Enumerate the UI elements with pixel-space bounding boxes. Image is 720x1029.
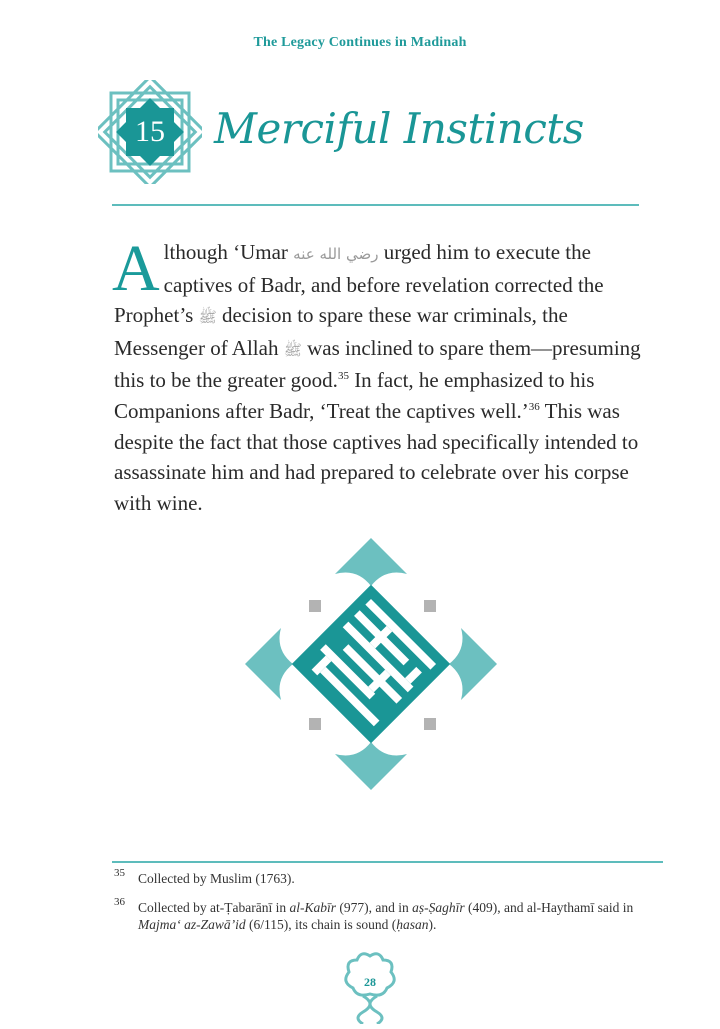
drop-cap: A	[112, 232, 160, 305]
chapter-badge	[98, 80, 202, 184]
kufic-ornament	[245, 538, 497, 790]
footnote-ref[interactable]: 36	[528, 400, 540, 413]
chapter-number: 15	[135, 115, 165, 148]
square-kufic-calligraphy-icon	[245, 538, 497, 790]
footnote-divider	[112, 861, 663, 863]
footnote-35	[114, 867, 644, 887]
honorific-salawat-icon: ﷺ	[283, 340, 302, 359]
footnotes	[114, 867, 644, 945]
body-paragraph: A lthough ‘Umar رضي الله عنه urged him to execute the captives of Badr, and before revelation corrected the Prophet’s ﷺ decision to spare these war criminals, the Messenger of Allah ﷺ was inclined to spare them—presuming this to be the greater good.$^{35}$ In fact, he emphasized to his Companions after Badr, ‘Treat the captives well.’$^{36}$ This was despite the fact that those captives had specifically intended to assassinate him and had prepared to celebrate over his corpse with wine.	[112, 232, 641, 515]
honorific-salawat-icon: ﷺ	[198, 308, 217, 327]
footnote-text: Collected by Muslim (1763).	[138, 871, 295, 886]
chapter-title: Merciful Instincts	[214, 104, 584, 153]
page-number: 28	[364, 975, 376, 989]
running-head: The Legacy Continues in Madinah	[253, 35, 467, 50]
footnote-ref[interactable]: 35	[337, 370, 349, 383]
page-number-ornament	[339, 948, 401, 1024]
footnote-number: 36	[114, 896, 125, 908]
footnote-number: 35	[114, 867, 125, 879]
honorific-radiallahu-icon: رضي الله عنه	[293, 245, 379, 263]
footnote-36: 36 Collected by at-Ṭabarānī in al-Kabīr (977), and in aṣ-Ṣaghīr (409), and al-Haythamī said in Majma‘ az-Zawā’id (6/115), its chain is sound (ḥasan).	[114, 896, 634, 932]
title-divider	[112, 204, 639, 206]
